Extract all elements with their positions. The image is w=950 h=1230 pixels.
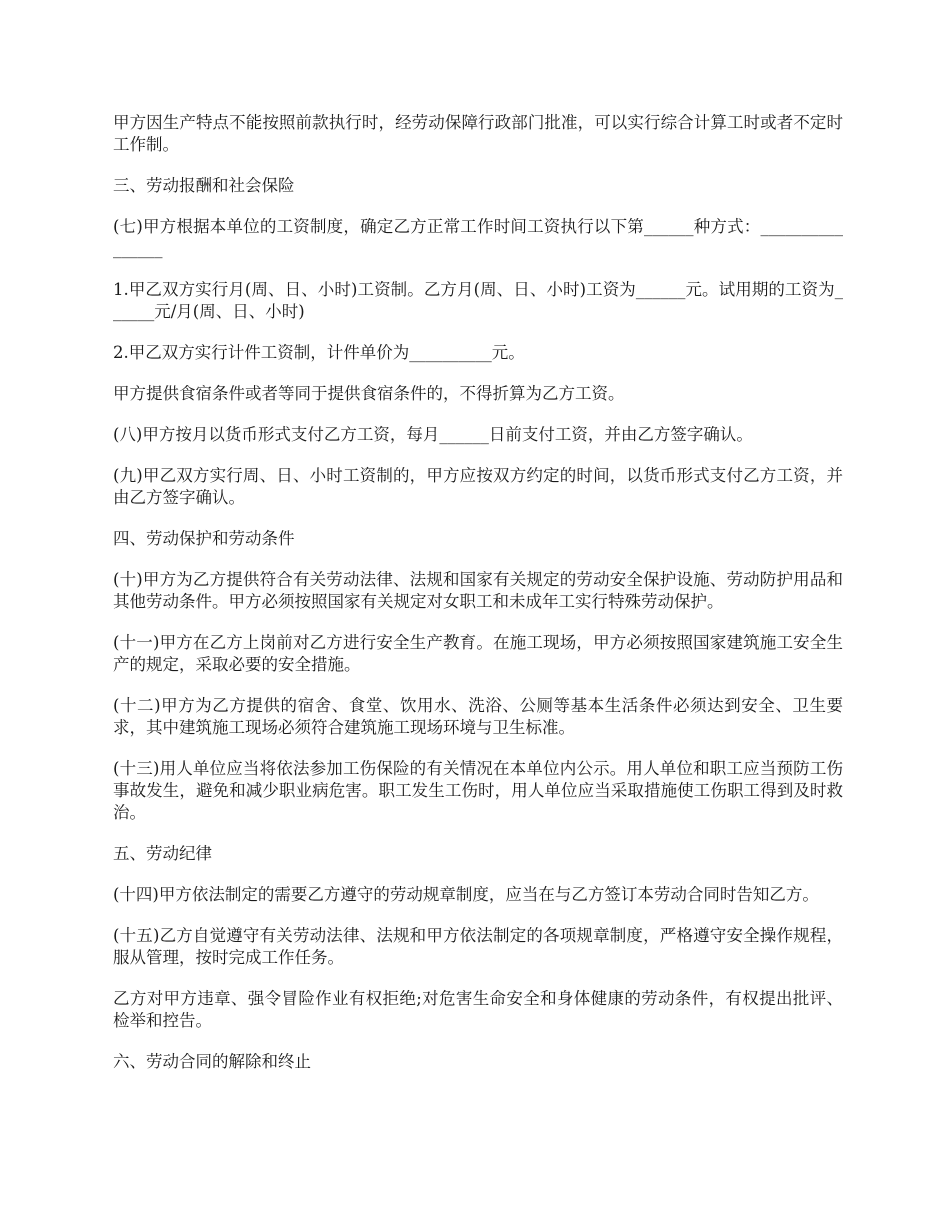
paragraph-clause-8: (八)甲方按月以货币形式支付乙方工资，每月______日前支付工资，并由乙方签字确认。: [113, 425, 753, 444]
paragraph-clause-13: (十三)用人单位应当将依法参加工伤保险的有关情况在本单位内公示。用人单位和职工应当预防工伤事故发生，避免和减少职业病危害。职工发生工伤时，用人单位应当采取措施使工伤职工得到及时救治。: [113, 759, 843, 822]
paragraph-right-to-refuse: 乙方对甲方违章、强令冒险作业有权拒绝;对危害生命安全和身体健康的劳动条件，有权提出批评、检举和控告。: [113, 989, 843, 1030]
paragraph-board-lodging: 甲方提供食宿条件或者等同于提供食宿条件的，不得折算为乙方工资。: [113, 384, 625, 403]
document-body: [113, 112, 843, 1092]
paragraph-working-hours-exception: 甲方因生产特点不能按照前款执行时，经劳动保障行政部门批准，可以实行综合计算工时或者不定时工作制。: [113, 113, 843, 154]
section-heading-termination: 六、劳动合同的解除和终止: [113, 1052, 311, 1071]
paragraph-piece-wage: 2.甲乙双方实行计件工资制，计件单价为__________元。: [113, 343, 525, 362]
paragraph-clause-9: (九)甲乙双方实行周、日、小时工资制的，甲方应按双方约定的时间，以货币形式支付乙方工资，并由乙方签字确认。: [113, 466, 843, 507]
section-heading-labor-protection: 四、劳动保护和劳动条件: [113, 529, 295, 548]
paragraph-clause-7: (七)甲方根据本单位的工资制度，确定乙方正常工作时间工资执行以下第______种方式：________________: [113, 217, 843, 258]
paragraph-monthly-wage: 1.甲乙双方实行月(周、日、小时)工资制。乙方月(周、日、小时)工资为______元。试用期的工资为______元/月(周、日、小时): [113, 280, 843, 321]
paragraph-clause-15: (十五)乙方自觉遵守有关劳动法律、法规和甲方依法制定的各项规章制度，严格遵守安全操作规程，服从管理，按时完成工作任务。: [113, 926, 843, 967]
section-heading-remuneration: 三、劳动报酬和社会保险: [113, 176, 295, 195]
section-heading-discipline: 五、劳动纪律: [113, 844, 212, 863]
paragraph-clause-14: (十四)甲方依法制定的需要乙方遵守的劳动规章制度，应当在与乙方签订本劳动合同时告知乙方。: [113, 885, 819, 904]
paragraph-clause-10: (十)甲方为乙方提供符合有关劳动法律、法规和国家有关规定的劳动安全保护设施、劳动防护用品和其他劳动条件。甲方必须按照国家有关规定对女职工和未成年工实行特殊劳动保护。: [113, 570, 843, 611]
paragraph-clause-11: (十一)甲方在乙方上岗前对乙方进行安全生产教育。在施工现场，甲方必须按照国家建筑施工安全生产的规定，采取必要的安全措施。: [113, 633, 843, 674]
paragraph-clause-12: (十二)甲方为乙方提供的宿舍、食堂、饮用水、洗浴、公厕等基本生活条件必须达到安全、卫生要求，其中建筑施工现场必须符合建筑施工现场环境与卫生标准。: [113, 696, 843, 737]
